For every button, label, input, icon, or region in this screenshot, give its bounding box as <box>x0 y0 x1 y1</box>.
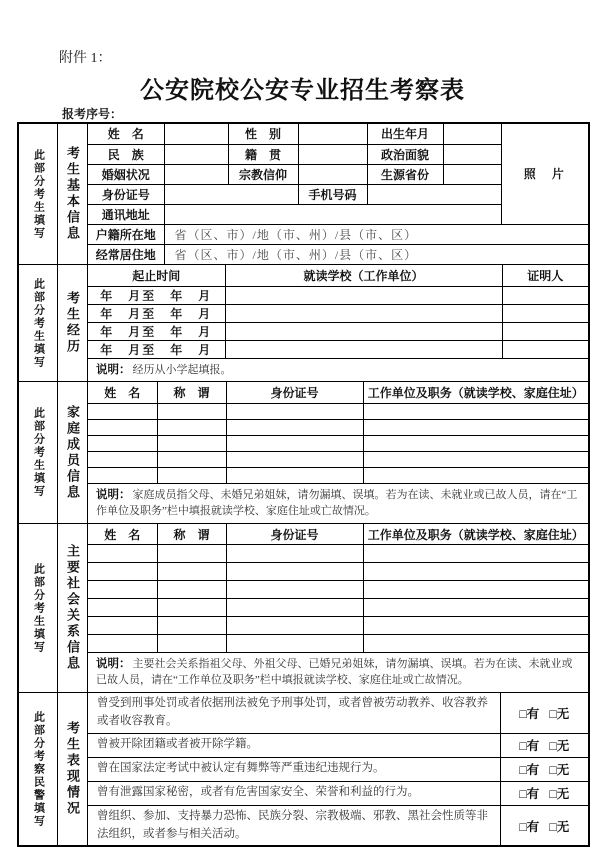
filler-label-column <box>19 124 58 264</box>
form-title: 公安院校公安专业招生考察表 <box>140 77 465 104</box>
relation-relation-input-cell[interactable] <box>157 545 226 563</box>
table-row <box>88 322 588 340</box>
section-experience <box>19 264 588 381</box>
source-province-label: 生源省份 <box>367 164 443 184</box>
table-row <box>88 635 588 653</box>
checkbox-no[interactable]: □无 <box>549 707 570 721</box>
household-location-label: 户籍所在地 <box>88 224 164 244</box>
checkbox-yes[interactable]: □有 <box>519 739 540 754</box>
filler-label: 此部分考察民警填写 <box>32 710 45 828</box>
table-row <box>88 286 588 304</box>
relation-name-input-cell[interactable] <box>88 635 157 653</box>
filler-label-column <box>19 265 58 381</box>
table-row <box>88 781 588 805</box>
member-relation-input-cell[interactable] <box>157 403 226 419</box>
social-relations-table <box>88 524 588 692</box>
table-row <box>88 224 588 244</box>
relation-id-header: 身份证号 <box>226 524 363 545</box>
ethnicity-label: 民 族 <box>88 144 164 164</box>
period-header: 起止时间 <box>88 265 225 286</box>
category-label: 家庭成员信息 <box>65 404 80 501</box>
relation-id-input-cell[interactable] <box>226 545 363 563</box>
residence-location-label: 经常居住地 <box>88 244 164 264</box>
filler-label: 此部分考生填写 <box>32 277 45 369</box>
school-header: 就读学校（工作单位） <box>225 265 502 286</box>
phone-number-input-cell[interactable] <box>367 184 501 204</box>
yes-no-checkboxes <box>500 733 588 757</box>
member-name-input-cell[interactable] <box>88 403 157 419</box>
photo-placeholder: 照 片 <box>501 124 588 224</box>
yes-no-checkboxes <box>500 805 588 845</box>
note-label: 说明： <box>96 658 131 671</box>
filler-label-column <box>19 693 58 845</box>
relation-id-input-cell[interactable] <box>226 635 363 653</box>
member-relation-input-cell[interactable] <box>157 467 226 483</box>
gender-input-cell[interactable] <box>298 124 367 144</box>
note-text: 主要社会关系指祖父母、外祖父母、已婚兄弟姐妹，请勿漏填、误填。若为在读、未就业或已故人员，请在“工作单位及职务”栏中填报就读学校、家庭住址或亡故情况。 <box>96 658 573 687</box>
table-row <box>88 757 588 781</box>
marital-status-input-cell[interactable] <box>164 164 228 184</box>
table-row <box>88 403 588 419</box>
birth-date-label: 出生年月 <box>367 124 443 144</box>
relation-id-input-cell[interactable] <box>226 581 363 599</box>
period-template[interactable]: 年 月至 年 月 <box>88 322 225 340</box>
relation-name-input-cell[interactable] <box>88 563 157 581</box>
basic-info-table <box>88 124 588 264</box>
category-label: 主要社会关系信息 <box>65 544 80 672</box>
relation-work-header: 工作单位及职务（就读学校、家庭住址） <box>363 524 588 545</box>
native-place-label: 籍 贯 <box>228 144 298 164</box>
marital-status-label: 婚姻状况 <box>88 164 164 184</box>
member-name-input-cell[interactable] <box>88 419 157 435</box>
period-template[interactable]: 年 月至 年 月 <box>88 286 225 304</box>
member-work-input-cell[interactable] <box>363 451 588 467</box>
phone-number-label: 手机号码 <box>298 184 367 204</box>
category-label-column <box>58 382 88 522</box>
relation-work-input-cell[interactable] <box>363 599 588 617</box>
family-members-table <box>88 382 588 522</box>
experience-table <box>88 265 588 381</box>
relation-relation-input-cell[interactable] <box>157 563 226 581</box>
relation-work-input-cell[interactable] <box>363 617 588 635</box>
table-row <box>88 693 588 733</box>
note-row <box>88 358 588 381</box>
gender-label: 性 别 <box>228 124 298 144</box>
school-input-cell[interactable] <box>225 322 502 340</box>
relation-id-input-cell[interactable] <box>226 617 363 635</box>
id-number-input-cell[interactable] <box>164 184 298 204</box>
member-relation-input-cell[interactable] <box>157 435 226 451</box>
religion-label: 宗教信仰 <box>228 164 298 184</box>
member-work-input-cell[interactable] <box>363 435 588 451</box>
relation-name-input-cell[interactable] <box>88 581 157 599</box>
table-row <box>88 419 588 435</box>
period-template[interactable]: 年 月至 年 月 <box>88 304 225 322</box>
political-status-label: 政治面貌 <box>367 144 443 164</box>
relation-relation-input-cell[interactable] <box>157 581 226 599</box>
category-label-column <box>58 524 88 692</box>
family-note <box>88 483 588 522</box>
ethnicity-input-cell[interactable] <box>164 144 228 164</box>
section-basic-info <box>19 124 588 264</box>
filler-label-column <box>19 382 58 522</box>
relation-work-input-cell[interactable] <box>363 635 588 653</box>
filler-label: 此部分考生填写 <box>32 562 45 654</box>
yes-no-checkboxes <box>500 693 588 733</box>
category-label: 考生表现情况 <box>65 721 80 818</box>
table-row <box>88 617 588 635</box>
member-name-input-cell[interactable] <box>88 467 157 483</box>
filler-label: 此部分考生填写 <box>32 407 45 499</box>
political-status-input-cell[interactable] <box>443 144 501 164</box>
mailing-address-label: 通讯地址 <box>88 204 164 224</box>
school-input-cell[interactable] <box>225 340 502 358</box>
yes-no-checkboxes <box>500 781 588 805</box>
checkbox-yes[interactable]: □有 <box>519 763 540 778</box>
relation-relation-input-cell[interactable] <box>157 617 226 635</box>
relation-relation-input-cell[interactable] <box>157 635 226 653</box>
relation-work-input-cell[interactable] <box>363 581 588 599</box>
certifier-input-cell[interactable] <box>502 340 588 358</box>
relation-name-header: 姓 名 <box>88 524 157 545</box>
member-name-input-cell[interactable] <box>88 451 157 467</box>
yes-no-checkboxes <box>500 757 588 781</box>
table-row <box>88 435 588 451</box>
member-id-input-cell[interactable] <box>226 435 363 451</box>
certifier-header: 证明人 <box>502 265 588 286</box>
birth-date-input-cell[interactable] <box>443 124 501 144</box>
member-relation-input-cell[interactable] <box>157 451 226 467</box>
table-row <box>88 599 588 617</box>
member-relation-input-cell[interactable] <box>157 419 226 435</box>
relation-work-input-cell[interactable] <box>363 545 588 563</box>
checkbox-no[interactable]: □无 <box>549 763 570 778</box>
checkbox-no[interactable]: □无 <box>549 819 570 834</box>
relation-name-input-cell[interactable] <box>88 545 157 563</box>
member-id-input-cell[interactable] <box>226 467 363 483</box>
member-id-header: 身份证号 <box>226 382 363 403</box>
note-row <box>88 483 588 522</box>
performance-item: 曾受到刑事处罚或者依据刑法被免予刑事处罚，或者曾被劳动教养、收容教养或者收容教育。 <box>88 693 500 733</box>
examination-form-table <box>17 122 590 847</box>
table-header-row <box>88 265 588 286</box>
table-row <box>88 805 588 845</box>
table-row <box>88 340 588 358</box>
performance-item: 曾组织、参加、支持暴力恐怖、民族分裂、宗教极端、邪教、黑社会性质等非法组织，或者参与相关活动。 <box>88 805 500 845</box>
school-input-cell[interactable] <box>225 286 502 304</box>
attachment-label: 附件 1： <box>59 51 112 66</box>
serial-number-label: 报考序号： <box>62 107 123 121</box>
category-label: 考生基本信息 <box>65 146 80 242</box>
member-id-input-cell[interactable] <box>226 419 363 435</box>
certifier-input-cell[interactable] <box>502 322 588 340</box>
table-row <box>88 581 588 599</box>
certifier-input-cell[interactable] <box>502 304 588 322</box>
member-name-header: 姓 名 <box>88 382 157 403</box>
category-label-column <box>58 693 88 845</box>
table-row <box>88 451 588 467</box>
filler-label-column <box>19 524 58 692</box>
note-label: 说明： <box>96 363 131 376</box>
member-id-input-cell[interactable] <box>226 403 363 419</box>
section-family-members <box>19 381 588 522</box>
social-note <box>88 653 588 692</box>
relation-work-input-cell[interactable] <box>363 563 588 581</box>
checkbox-no[interactable]: □无 <box>549 739 570 754</box>
residence-location-input-cell[interactable]: 省（区、市）/地（市、州）/县（市、区） <box>164 244 588 264</box>
name-input-cell[interactable] <box>164 124 228 144</box>
performance-table <box>88 693 588 845</box>
relation-id-input-cell[interactable] <box>226 599 363 617</box>
source-province-input-cell[interactable] <box>443 164 501 184</box>
member-relation-header: 称 谓 <box>157 382 226 403</box>
filler-label: 此部分考生填写 <box>32 148 45 240</box>
table-row <box>88 244 588 264</box>
checkbox-no[interactable]: □无 <box>549 787 570 802</box>
section-social-relations <box>19 523 588 692</box>
category-label-column <box>58 124 88 264</box>
table-row <box>88 733 588 757</box>
relation-id-input-cell[interactable] <box>226 563 363 581</box>
religion-input-cell[interactable] <box>298 164 367 184</box>
note-text: 经历从小学起填报。 <box>132 363 232 376</box>
member-work-input-cell[interactable] <box>363 467 588 483</box>
relation-name-input-cell[interactable] <box>88 599 157 617</box>
id-number-label: 身份证号 <box>88 184 164 204</box>
performance-item: 曾被开除团籍或者被开除学籍。 <box>88 733 500 757</box>
table-row <box>88 467 588 483</box>
member-name-input-cell[interactable] <box>88 435 157 451</box>
name-label: 姓 名 <box>88 124 164 144</box>
member-work-input-cell[interactable] <box>363 403 588 419</box>
note-row <box>88 653 588 692</box>
note-label: 说明： <box>96 488 131 501</box>
checkbox-yes[interactable]: □有 <box>519 787 540 802</box>
performance-item: 曾有泄露国家秘密，或者有危害国家安全、荣誉和利益的行为。 <box>88 781 500 805</box>
performance-item: 曾在国家法定考试中被认定有舞弊等严重违纪违规行为。 <box>88 757 500 781</box>
relation-relation-header: 称 谓 <box>157 524 226 545</box>
experience-note <box>88 358 588 381</box>
table-header-row <box>88 524 588 545</box>
checkbox-yes[interactable]: □有 <box>519 707 540 721</box>
member-work-input-cell[interactable] <box>363 419 588 435</box>
school-input-cell[interactable] <box>225 304 502 322</box>
table-row <box>88 563 588 581</box>
table-row <box>88 124 588 144</box>
member-id-input-cell[interactable] <box>226 451 363 467</box>
category-label-column <box>58 265 88 381</box>
household-location-input-cell[interactable]: 省（区、市）/地（市、州）/县（市、区） <box>164 224 588 244</box>
category-label: 考生经历 <box>65 291 80 356</box>
native-place-input-cell[interactable] <box>298 144 367 164</box>
checkbox-yes[interactable]: □有 <box>519 819 540 834</box>
certifier-input-cell[interactable] <box>502 286 588 304</box>
member-work-header: 工作单位及职务（就读学校、家庭住址） <box>363 382 588 403</box>
note-text: 家庭成员指父母、未婚兄弟姐妹，请勿漏填、误填。若为在读、未就业或已故人员，请在“工作单位及职务”栏中填报就读学校、家庭住址或亡故情况。 <box>96 488 578 517</box>
period-template[interactable]: 年 月至 年 月 <box>88 340 225 358</box>
table-header-row <box>88 382 588 403</box>
relation-relation-input-cell[interactable] <box>157 599 226 617</box>
table-row <box>88 304 588 322</box>
relation-name-input-cell[interactable] <box>88 617 157 635</box>
table-row <box>88 545 588 563</box>
section-performance <box>19 692 588 845</box>
mailing-address-input-cell[interactable] <box>164 204 501 224</box>
